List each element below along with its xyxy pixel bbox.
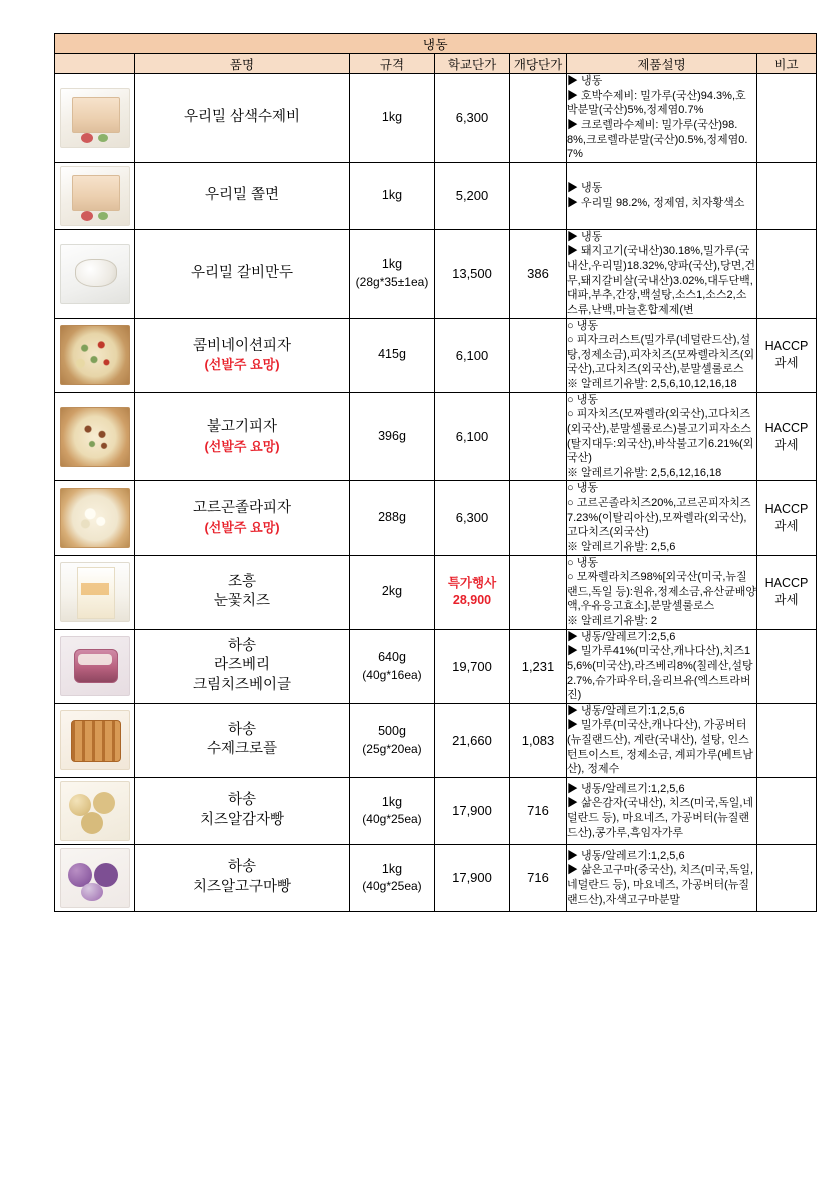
description-line: ○ 피자크러스트(밀가루(네덜란드산),설탕,정제소금),피자치즈(모짜렐라치즈(외국산),고다치즈(외국산),분말셀룰로스 [567, 334, 755, 376]
school-price-cell [435, 318, 510, 392]
product-thumbnail [60, 710, 130, 770]
product-spec: 640g [378, 650, 406, 665]
description-line: ▶ 밀가루(미국산,캐나다산), 가공버터(뉴질랜드산), 계란(국내산), 설탕, 인스턴트이스트, 정제소금, 계피가루(베트남산), 정제수 [567, 719, 753, 776]
product-name-cell [135, 555, 350, 629]
note-text: HACCP [764, 339, 809, 354]
table-row [55, 703, 817, 777]
school-price: 6,300 [455, 110, 489, 126]
product-image-cell [55, 844, 135, 911]
description-line: ○ 냉동 [567, 556, 598, 569]
product-name-line2: 크림치즈베이글 [192, 676, 292, 693]
product-thumbnail [60, 488, 130, 548]
unit-price-cell [510, 74, 567, 163]
table-row [55, 777, 817, 844]
table-row [55, 481, 817, 555]
product-thumbnail [60, 166, 130, 226]
note-cell [757, 555, 817, 629]
note-text-sub: 과세 [774, 437, 799, 452]
description-line: ○ 냉동 [567, 393, 598, 406]
product-brand: 조흥 [227, 573, 256, 590]
school-price: 13,500 [452, 266, 492, 282]
unit-price-cell [510, 229, 567, 318]
description-line: ▶ 크로렐라수제비: 밀가루(국산)98.8%,크로렐라분말(국산)0.5%,정제염0.7% [567, 118, 748, 161]
school-price-cell [435, 777, 510, 844]
sale-label: 특가행사 [447, 576, 497, 591]
note-cell [757, 162, 817, 229]
product-description-cell [567, 703, 757, 777]
column-header-row [55, 54, 817, 74]
unit-price-cell [510, 555, 567, 629]
category-header-row [55, 34, 817, 54]
product-name: 불고기피자 [206, 418, 278, 435]
unit-price-cell [510, 392, 567, 481]
school-price: 21,660 [452, 732, 492, 748]
product-thumbnail [60, 325, 130, 385]
note-cell [757, 481, 817, 555]
product-description-cell [567, 844, 757, 911]
product-name: 눈꽃치즈 [213, 593, 271, 610]
school-price-cell [435, 703, 510, 777]
school-price: 6,100 [455, 347, 489, 363]
product-name-cell [135, 777, 350, 844]
product-spec-cell [350, 844, 435, 911]
description-line: ○ 고르곤졸라치즈20%,고르곤피자치즈7.23%(이탈리아산),모짜렐라(외국산),고다치즈(외국산) [567, 497, 751, 539]
allergy-line: ※ 알레르기유발: 2,5,6 [567, 540, 676, 553]
table-row [55, 318, 817, 392]
product-thumbnail [60, 407, 130, 467]
product-name: 치즈알고구마빵 [192, 878, 292, 895]
product-name: 우리밀 갈비만두 [190, 264, 294, 281]
description-line: ▶ 냉동/알레르기:1,2,5,6 [567, 782, 685, 795]
product-spec: 1kg [381, 188, 403, 202]
school-price-cell [435, 162, 510, 229]
column-header-description: 제품설명 [567, 54, 757, 74]
product-spec-detail: (28g*35±1ea) [355, 274, 429, 289]
description-line: ▶ 호박수제비: 밀가루(국산)94.3%,호박분말(국산)5%,정제염0.7% [567, 89, 746, 117]
note-text: HACCP [764, 502, 809, 517]
column-header-spec: 규격 [350, 54, 435, 74]
product-description-cell [567, 555, 757, 629]
product-spec: 396g [378, 428, 406, 443]
product-image-cell [55, 318, 135, 392]
table-row [55, 162, 817, 229]
product-spec-cell [350, 229, 435, 318]
product-spec-cell [350, 392, 435, 481]
product-name: 우리밀 쫄면 [204, 186, 280, 203]
column-header-note: 비고 [757, 54, 817, 74]
table-row [55, 392, 817, 481]
product-thumbnail [60, 244, 130, 304]
product-name: 고르곤졸라피자 [192, 500, 292, 517]
product-spec: 415g [378, 347, 406, 362]
column-header-unit-price: 개당단가 [510, 54, 567, 74]
table-row [55, 229, 817, 318]
description-line: ▶ 돼지고기(국내산)30.18%,밀가루(국내산,우리밀)18.32%,양파(국산),당면,건무,돼지갈비살(국내산)3.02%,대두단백,대파,부추,간장,백설탕,소스1,소스2,소스류,난백,마늘혼합제제(변 [567, 245, 756, 316]
product-name-note: (선발주 요망) [204, 438, 280, 454]
product-name-cell [135, 318, 350, 392]
product-thumbnail [60, 636, 130, 696]
product-name-note: (선발주 요망) [204, 519, 280, 535]
note-cell [757, 392, 817, 481]
school-price: 19,700 [452, 658, 492, 674]
allergy-line: ※ 알레르기유발: 2,5,6,12,16,18 [567, 466, 722, 479]
note-cell [757, 629, 817, 703]
product-spec: 1kg [381, 110, 403, 125]
description-line: ▶ 냉동/알레르기:1,2,5,6 [567, 849, 685, 862]
unit-price-cell [510, 703, 567, 777]
unit-price-cell [510, 844, 567, 911]
product-thumbnail [60, 781, 130, 841]
description-line: ▶ 삶은고구마(중국산), 치즈(미국,독일,네덜란드 등), 마요네즈, 가공버터(뉴질랜드산),자색고구마분말 [567, 864, 754, 906]
product-spec: 288g [378, 510, 406, 525]
product-spec-cell [350, 777, 435, 844]
description-line: ▶ 냉동/알레르기:2,5,6 [567, 630, 676, 643]
table-row [55, 844, 817, 911]
product-description-cell [567, 777, 757, 844]
product-name-line1: 라즈베리 [213, 657, 271, 674]
product-name: 콤비네이션피자 [192, 337, 292, 354]
unit-price: 716 [527, 870, 549, 886]
table-row [55, 629, 817, 703]
note-text-sub: 과세 [774, 356, 799, 371]
school-price: 6,100 [455, 429, 489, 444]
note-cell [757, 777, 817, 844]
product-name: 치즈알감자빵 [199, 811, 285, 828]
unit-price: 716 [527, 803, 549, 819]
product-spec: 2kg [381, 584, 403, 599]
school-price-cell [435, 555, 510, 629]
product-name-note: (선발주 요망) [204, 357, 280, 373]
product-thumbnail [60, 562, 130, 622]
product-spec: 1kg [381, 861, 403, 876]
price-list-document [54, 33, 816, 912]
product-image-cell [55, 229, 135, 318]
description-line: ○ 피자치즈(모짜렐라(외국산),고다치즈(외국산),분말셀룰로스)불고기피자소스(탈지대두:외국산),바삭불고기6.21%(외국산) [567, 408, 754, 465]
description-line: ▶ 냉동 [567, 75, 603, 87]
description-line: ○ 냉동 [567, 482, 598, 495]
product-spec-cell [350, 555, 435, 629]
product-spec-cell [350, 74, 435, 163]
note-text-sub: 과세 [774, 518, 799, 533]
product-image-cell [55, 703, 135, 777]
school-price-cell [435, 844, 510, 911]
note-text: HACCP [764, 576, 809, 591]
note-cell [757, 229, 817, 318]
allergy-line: ※ 알레르기유발: 2,5,6,10,12,16,18 [567, 378, 737, 390]
school-price-cell [435, 74, 510, 163]
description-line: ▶ 밀가루41%(미국산,캐나다산),치즈15,6%(미국산),라즈베리8%(칠레산,설탕2.7%,슈가파우터,올리브유(엑스트라버진) [567, 645, 753, 702]
note-cell [757, 703, 817, 777]
product-image-cell [55, 629, 135, 703]
frozen-products-table [54, 33, 817, 912]
product-image-cell [55, 162, 135, 229]
product-name-cell [135, 629, 350, 703]
product-thumbnail [60, 848, 130, 908]
product-brand: 하송 [227, 637, 256, 654]
unit-price: 1,083 [521, 732, 555, 748]
column-header-image [55, 54, 135, 74]
product-image-cell [55, 74, 135, 163]
table-row [55, 555, 817, 629]
note-cell [757, 318, 817, 392]
school-price-cell [435, 392, 510, 481]
product-description-cell [567, 229, 757, 318]
product-brand: 하송 [227, 792, 256, 809]
product-spec-cell [350, 318, 435, 392]
product-description-cell [567, 318, 757, 392]
school-price: 6,300 [455, 510, 489, 526]
product-description-cell [567, 629, 757, 703]
description-line: ○ 모짜렐라치즈98%[외국산(미국,뉴질랜드,독일 등):원유,정제소금,유산균배양액,우유응고효소],분말셀룰로스 [567, 571, 756, 613]
product-spec: 1kg [381, 257, 403, 272]
product-description-cell [567, 392, 757, 481]
unit-price-cell [510, 162, 567, 229]
school-price: 5,200 [455, 188, 489, 204]
product-spec-cell [350, 629, 435, 703]
product-spec: 500g [378, 724, 406, 739]
product-description-cell [567, 74, 757, 163]
product-name-cell [135, 162, 350, 229]
unit-price-cell [510, 629, 567, 703]
description-line: ▶ 삶은감자(국내산), 치즈(미국,독일,네덜란드 등), 마요네즈, 가공버터(뉴질랜드산),콩가루,흑임자가루 [567, 797, 754, 839]
note-text: HACCP [764, 420, 809, 435]
product-name: 우리밀 삼색수제비 [183, 109, 301, 126]
product-spec-cell [350, 481, 435, 555]
product-name-cell [135, 481, 350, 555]
note-cell [757, 74, 817, 163]
product-thumbnail [60, 88, 130, 148]
product-image-cell [55, 392, 135, 481]
product-name-cell [135, 392, 350, 481]
product-spec-cell [350, 703, 435, 777]
product-spec-detail: (40g*16ea) [362, 667, 422, 682]
product-spec-detail: (25g*20ea) [362, 741, 422, 756]
product-image-cell [55, 777, 135, 844]
product-name-cell [135, 844, 350, 911]
school-price-cell [435, 629, 510, 703]
description-line: ▶ 냉동 [567, 182, 603, 195]
note-cell [757, 844, 817, 911]
product-name: 수제크로플 [206, 741, 278, 758]
school-price: 17,900 [452, 803, 492, 819]
product-brand: 하송 [227, 859, 256, 876]
description-line: ▶ 우리밀 98.2%, 정제염, 치자황색소 [567, 196, 745, 209]
product-spec: 1kg [381, 794, 403, 809]
note-text-sub: 과세 [774, 593, 799, 608]
column-header-school-price: 학교단가 [435, 54, 510, 74]
description-line: ○ 냉동 [567, 319, 598, 332]
sale-price: 28,900 [452, 593, 492, 608]
description-line: ▶ 냉동 [567, 230, 603, 243]
product-name-cell [135, 229, 350, 318]
product-brand: 하송 [227, 721, 256, 738]
product-name-cell [135, 74, 350, 163]
product-name-cell [135, 703, 350, 777]
column-header-name: 품명 [135, 54, 350, 74]
allergy-line: ※ 알레르기유발: 2 [567, 615, 658, 627]
school-price-cell [435, 481, 510, 555]
unit-price-cell [510, 777, 567, 844]
product-image-cell [55, 481, 135, 555]
description-line: ▶ 냉동/알레르기:1,2,5,6 [567, 704, 685, 717]
unit-price: 1,231 [521, 658, 555, 674]
unit-price-cell [510, 318, 567, 392]
product-description-cell [567, 162, 757, 229]
product-spec-detail: (40g*25ea) [362, 879, 422, 894]
category-title: 냉동 [55, 34, 817, 54]
table-row [55, 74, 817, 163]
product-spec-cell [350, 162, 435, 229]
school-price: 17,900 [452, 870, 492, 886]
product-image-cell [55, 555, 135, 629]
product-spec-detail: (40g*25ea) [362, 812, 422, 827]
unit-price: 386 [527, 266, 549, 282]
school-price-cell [435, 229, 510, 318]
product-description-cell [567, 481, 757, 555]
unit-price-cell [510, 481, 567, 555]
